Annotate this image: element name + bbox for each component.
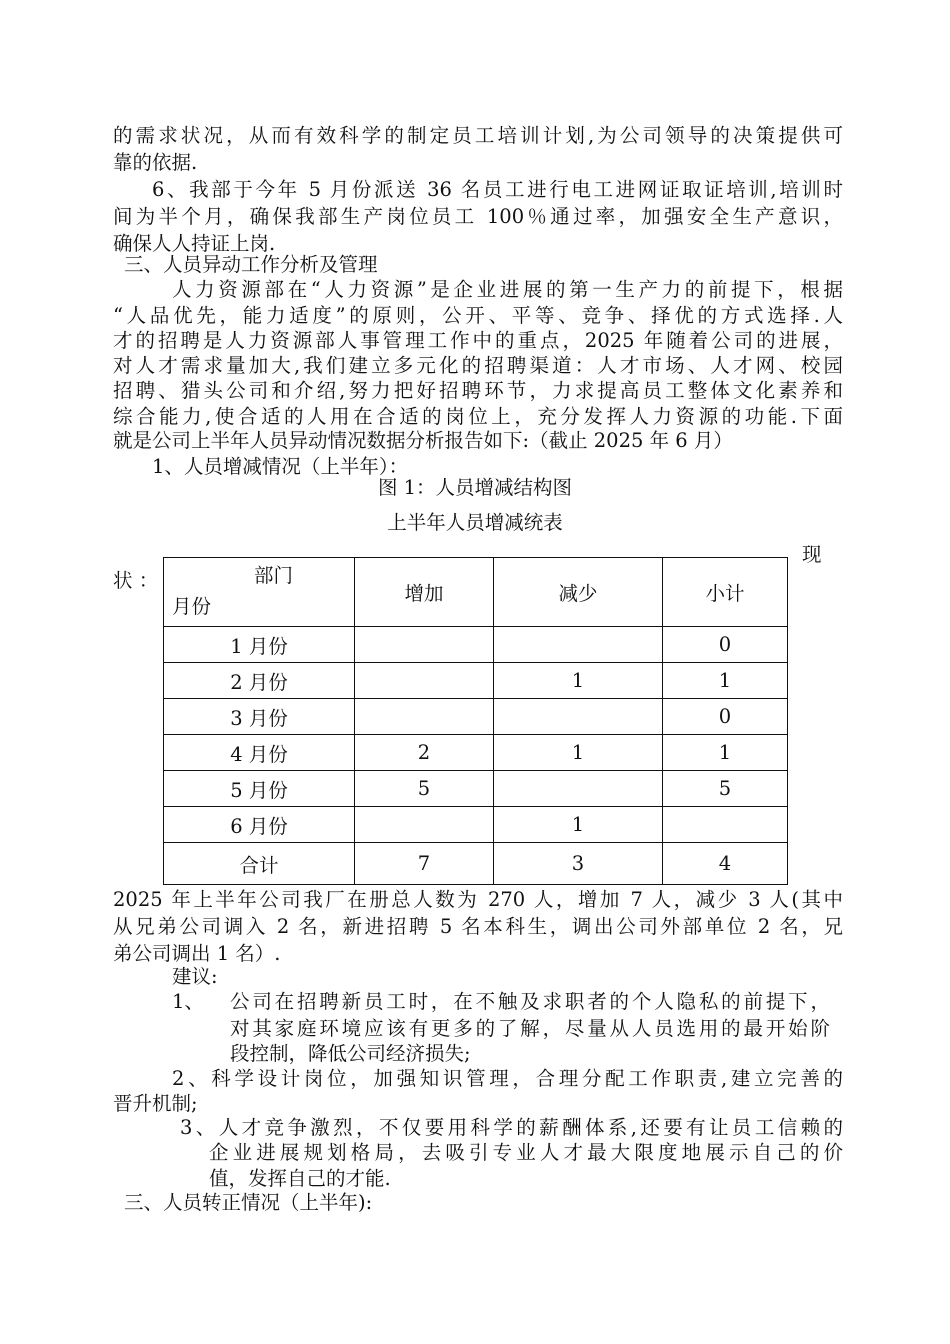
paragraph-line: 综合能力,使合适的人用在合适的岗位上，充分发挥人力资源的功能.下面: [113, 405, 843, 428]
cell-increase: [355, 663, 494, 699]
paragraph-line: 6、我部于今年 5 月份派送 36 名员工进行电工进网证取证培训,培训时: [152, 178, 843, 201]
status-label-right: 现: [802, 543, 822, 566]
cell-month: 2 月份: [164, 663, 355, 699]
paragraph-line: 从兄弟公司调入 2 名，新进招聘 5 名本科生，调出公司外部单位 2 名，兄: [113, 915, 843, 938]
list-line: 晋升机制;: [113, 1092, 198, 1115]
change-table: [163, 557, 788, 885]
table-title: 上半年人员增减统表: [387, 511, 563, 534]
paragraph-line: 招聘、猎头公司和介绍,努力把好招聘环节，力求提高员工整体文化素养和: [113, 379, 843, 402]
cell-month: 4 月份: [164, 735, 355, 771]
paragraph-line: 才的招聘是人力资源部人事管理工作中的重点，2025 年随着公司的进展，: [113, 329, 843, 352]
figure-caption: 图 1：人员增减结构图: [377, 476, 573, 499]
table-total-row: [164, 843, 788, 885]
cell-subtotal: 0: [663, 627, 788, 663]
table-row: [164, 735, 788, 771]
table-row: [164, 699, 788, 735]
cell-subtotal: 0: [663, 699, 788, 735]
cell-month: 5 月份: [164, 771, 355, 807]
cell-decrease: [494, 627, 663, 663]
paragraph-line: “人品优先，能力适度”的原则，公开、平等、竞争、择优的方式选择.人: [113, 304, 843, 327]
suggest-heading: 建议:: [172, 965, 218, 988]
paragraph-line: 就是公司上半年人员异动情况数据分析报告如下:（截止 2025 年 6 月）: [113, 429, 733, 452]
paragraph-line: 靠的依据.: [113, 151, 198, 174]
status-label-left: 状 ：: [113, 569, 159, 592]
cell-increase: [355, 807, 494, 843]
header-dept: 部门: [254, 564, 294, 587]
table-header-row: [164, 558, 788, 627]
cell-month: 1 月份: [164, 627, 355, 663]
list-line: 对其家庭环境应该有更多的了解，尽量从人员选用的最开始阶: [230, 1017, 830, 1040]
header-month: 月份: [172, 595, 212, 618]
section-heading: 三、人员转正情况（上半年):: [124, 1191, 373, 1214]
cell-increase: [355, 699, 494, 735]
cell-subtotal: 1: [663, 735, 788, 771]
cell-subtotal: 4: [663, 843, 788, 885]
paragraph-line: 2025 年上半年公司我厂在册总人数为 270 人，增加 7 人，减少 3 人(其中: [113, 888, 843, 911]
cell-decrease: [494, 699, 663, 735]
list-line: 段控制，降低公司经济损失;: [230, 1042, 471, 1065]
cell-increase: [355, 627, 494, 663]
section-heading: 三、人员异动工作分析及管理: [124, 253, 378, 276]
list-item: 1、人员增减情况（上半年）：: [152, 455, 409, 478]
cell-month: 3 月份: [164, 699, 355, 735]
cell-increase: 2: [355, 735, 494, 771]
header-increase: 增加: [355, 558, 494, 627]
list-line: 3、人才竞争激烈，不仅要用科学的薪酬体系,还要有让员工信赖的: [180, 1116, 843, 1139]
table-row: [164, 663, 788, 699]
cell-decrease: 1: [494, 807, 663, 843]
list-line: 企业进展规划格局，去吸引专业人才最大限度地展示自己的价: [209, 1141, 843, 1164]
cell-month: 6 月份: [164, 807, 355, 843]
header-subtotal: 小计: [663, 558, 788, 627]
list-line: 值，发挥自己的才能.: [209, 1167, 391, 1190]
paragraph-line: 弟公司调出 1 名）.: [113, 942, 281, 965]
table-row: [164, 771, 788, 807]
table-row: [164, 627, 788, 663]
cell-increase: 5: [355, 771, 494, 807]
header-diagonal-cell: [164, 558, 355, 627]
paragraph-line: 对人才需求量加大,我们建立多元化的招聘渠道：人才市场、人才网、校园: [113, 354, 843, 377]
cell-decrease: [494, 771, 663, 807]
list-line: 公司在招聘新员工时，在不触及求职者的个人隐私的前提下，: [230, 990, 830, 1013]
paragraph-line: 间为半个月，确保我部生产岗位员工 100％通过率，加强安全生产意识，: [113, 205, 843, 228]
header-decrease: 减少: [494, 558, 663, 627]
cell-subtotal: [663, 807, 788, 843]
cell-decrease: 1: [494, 735, 663, 771]
cell-subtotal: 1: [663, 663, 788, 699]
cell-increase: 7: [355, 843, 494, 885]
table-row: [164, 807, 788, 843]
cell-decrease: 1: [494, 663, 663, 699]
cell-decrease: 3: [494, 843, 663, 885]
cell-subtotal: 5: [663, 771, 788, 807]
list-number: 1、: [172, 990, 204, 1013]
paragraph-line: 人力资源部在“人力资源”是企业进展的第一生产力的前提下，根据: [172, 278, 843, 301]
list-line: 2、科学设计岗位，加强知识管理，合理分配工作职责,建立完善的: [172, 1067, 843, 1090]
cell-month: 合计: [164, 843, 355, 885]
paragraph-line: 确保人人持证上岗.: [113, 232, 276, 255]
paragraph-line: 的需求状况，从而有效科学的制定员工培训计划,为公司领导的决策提供可: [113, 124, 843, 147]
